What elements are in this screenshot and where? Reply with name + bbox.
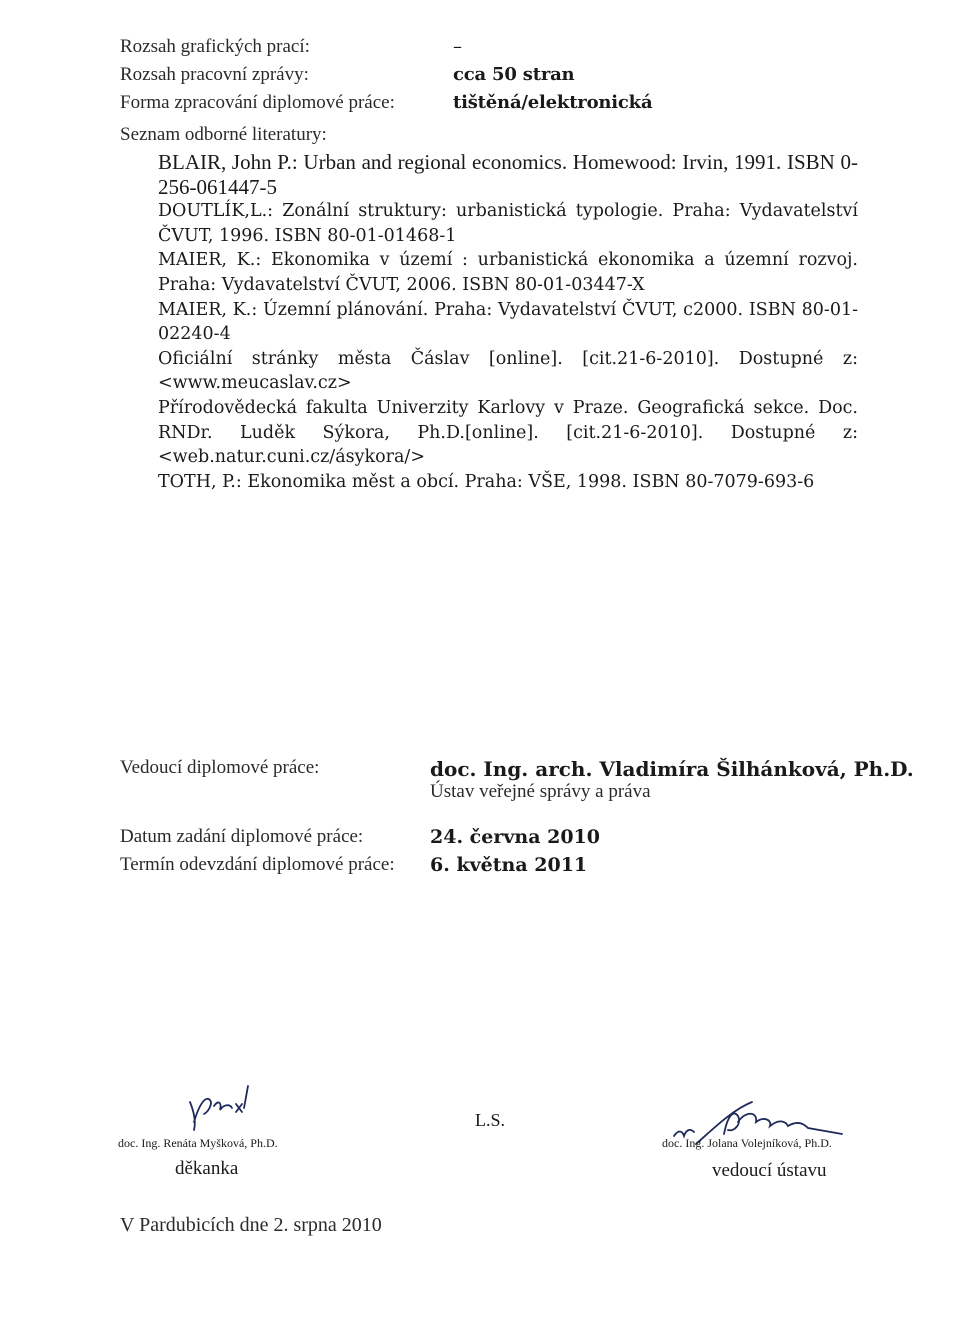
reference-item: Přírodovědecká fakulta Univerzity Karlovy v Praze. Geografická sekce. Doc. RNDr. Luděk Sýkora, Ph.D.[online]. [cit.21-6-2010]. Dostupné z:<web.natur.cuni.cz/ásykora/> (158, 397, 858, 468)
report-scope-value: cca 50 stran (453, 64, 575, 85)
assigned-date-value: 24. června 2010 (430, 826, 600, 848)
head-name: doc. Ing. Jolana Volejníková, Ph.D. (662, 1136, 832, 1150)
reference-item: Oficiální stránky města Čáslav [online]. [cit.21-6-2010]. Dostupné z:<www.meucaslav.cz> (158, 348, 858, 394)
supervisor-institute: Ústav veřejné správy a práva (430, 781, 651, 802)
head-role: vedoucí ústavu (712, 1160, 827, 1181)
place-date: V Pardubicích dne 2. srpna 2010 (120, 1214, 382, 1236)
reference-item: MAIER, K.: Ekonomika v území : urbanistická ekonomika a územní rozvoj. Praha: Vydavatelství ČVUT, 2006. ISBN 80-01-03447-X (158, 250, 858, 295)
supervisor-label: Vedoucí diplomové práce: (120, 757, 320, 778)
deadline-date-value: 6. května 2011 (430, 854, 588, 876)
form-value: tištěná/elektronická (453, 92, 653, 113)
reference-item: BLAIR, John P.: Urban and regional economics. Homewood: Irvin, 1991. ISBN 0-256-061447-5 (158, 150, 858, 199)
seal-mark: L.S. (475, 1110, 506, 1130)
assigned-date-label: Datum zadání diplomové práce: (120, 826, 364, 847)
reference-list (158, 150, 858, 494)
form-label: Forma zpracování diplomové práce: (120, 92, 395, 113)
reference-item: MAIER, K.: Územní plánování. Praha: Vydavatelství ČVUT, c2000. ISBN 80-01-02240-4 (158, 299, 858, 345)
literature-label: Seznam odborné literatury: (120, 124, 327, 145)
report-scope-label: Rozsah pracovní zprávy: (120, 64, 309, 85)
graphics-scope-value: – (453, 36, 462, 57)
reference-item: TOTH, P.: Ekonomika měst a obcí. Praha: VŠE, 1998. ISBN 80-7079-693-6 (158, 471, 815, 492)
dean-signature-image (180, 1082, 260, 1132)
reference-item: DOUTLÍK,L.: Zonální struktury: urbanistická typologie. Praha: Vydavatelství ČVUT, 1996. ISBN 80-01-01468-1 (158, 201, 858, 246)
dean-role: děkanka (175, 1158, 239, 1179)
supervisor-name: doc. Ing. arch. Vladimíra Šilhánková, Ph.D. (430, 757, 914, 781)
deadline-date-label: Termín odevzdání diplomové práce: (120, 854, 395, 875)
graphics-scope-label: Rozsah grafických prací: (120, 36, 310, 57)
dean-name: doc. Ing. Renáta Myšková, Ph.D. (118, 1136, 278, 1150)
